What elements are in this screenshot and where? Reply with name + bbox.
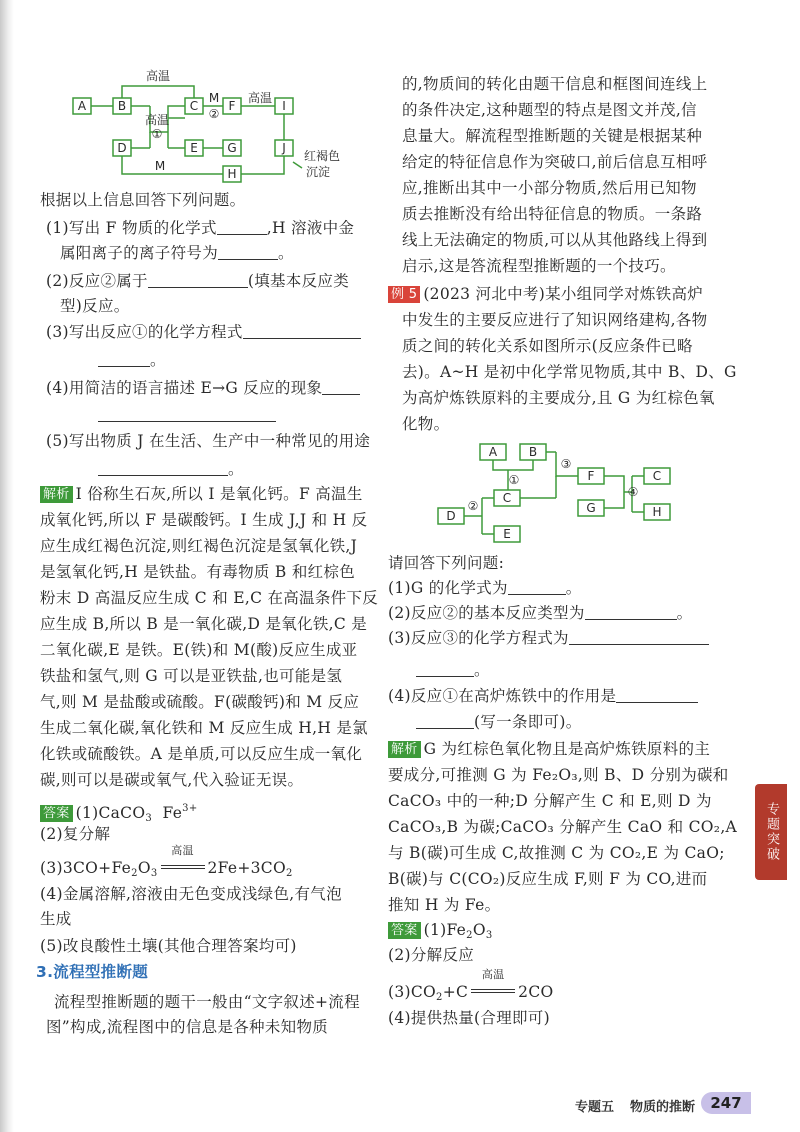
question-3: [388, 628, 709, 648]
node-f: F: [228, 99, 236, 113]
analysis-line-0: [40, 484, 363, 504]
answer-blank[interactable]: [585, 604, 677, 620]
example-5-line-5: 化物。: [402, 415, 450, 433]
body-line-1: 流程型推断题的题干一般由“文字叙述+流程: [54, 993, 360, 1011]
answer-3-post: 2Fe+3CO: [207, 859, 286, 877]
answer-3-pre: (3)CO: [388, 983, 437, 1001]
answer-line-1: [388, 920, 493, 946]
question-1-text-c: 属阳离子的离子符号为: [60, 244, 219, 262]
answer-line-2: (2)复分解: [40, 825, 111, 843]
body-line: 的条件决定,这种题型的特点是图文并茂,信: [402, 101, 697, 119]
node-d: D: [117, 141, 127, 155]
example-5-line-4: 为高炉炼铁原料的主要成分,且 G 为红棕色氧: [402, 389, 715, 407]
example-5-line-2: 质之间的转化关系如图所示(反应条件已略: [402, 337, 693, 355]
question-2-cont: 型)反应。: [60, 297, 130, 315]
question-5-text-b: 。: [228, 460, 244, 478]
answer-line-3: [388, 968, 554, 1008]
label-circle4: ④: [627, 485, 639, 499]
body-line: 息量大。解流程型推断题的关键是根据某种: [402, 127, 703, 145]
analysis-line-6: 二氧化碳,E 是铁。E(铁)和 M(酸)反应生成亚: [40, 641, 358, 659]
body-line: 线上无法确定的物质,可以从其他路线上得到: [402, 231, 708, 249]
example-5-line-0: [388, 284, 703, 304]
equals-sign: [161, 844, 205, 878]
condition-label: 高温: [171, 844, 194, 857]
question-4: [388, 686, 698, 706]
analysis-line-1: 成氧化钙,所以 F 是碳酸钙。I 生成 J,J 和 H 反: [40, 511, 368, 529]
question-1-text-b: ,H 溶液中金: [266, 219, 355, 237]
label-circle1: ①: [508, 473, 520, 487]
footer-chapter: 专题五: [575, 1100, 615, 1115]
flow-diagram-1: [40, 62, 380, 192]
analysis-line-9: 生成二氧化碳,氧化铁和 M 反应生成 H,H 是氯: [40, 719, 368, 737]
section-title: 3.流程型推断题: [36, 963, 149, 981]
condition-label: 高温: [481, 968, 505, 981]
analysis-text: I 俗称生石灰,所以 I 是氧化钙。F 高温生: [75, 485, 363, 503]
analysis-line-5: B(碳)与 C(CO₂)反应生成 F,则 F 为 CO,进而: [388, 870, 708, 888]
answer-blank[interactable]: [217, 219, 267, 235]
answer-3-o: O: [137, 859, 151, 877]
footer-title: 物质的推断: [630, 1100, 696, 1115]
question-4-text-b: (写一条即可)。: [474, 713, 582, 731]
node-h: H: [227, 167, 237, 181]
answer-blank[interactable]: [616, 687, 698, 703]
question-1-text: (1)写出 F 物质的化学式: [46, 219, 217, 237]
node-c: C: [189, 99, 199, 113]
answer-line-4b: 生成: [40, 910, 72, 928]
label-circle2: ②: [467, 499, 479, 513]
label-circle1: ①: [151, 127, 163, 141]
answer-line-4: (4)金属溶解,溶液由无色变成浅绿色,有气泡: [40, 885, 342, 903]
question-4-cont: [416, 712, 582, 732]
node-e: E: [503, 527, 511, 541]
label-hongheise: 红褐色: [303, 149, 341, 163]
subscript: 3: [485, 930, 493, 941]
example-5-line-1: 中发生的主要反应进行了知识网络建构,各物: [402, 311, 708, 329]
question-1: [388, 578, 582, 598]
analysis-line-2: 应生成红褐色沉淀,则红褐色沉淀是氢氧化铁,J: [40, 537, 358, 555]
subscript: 3: [150, 868, 158, 879]
label-m-dh: M: [154, 159, 166, 173]
question-3-text-b: 。: [474, 661, 490, 679]
question-3-text: (3)反应③的化学方程式为: [388, 629, 569, 647]
question-4-text: (4)反应①在高炉炼铁中的作用是: [388, 687, 617, 705]
answer-3-pre: (3)3CO+Fe: [40, 859, 132, 877]
analysis-line-4: 与 B(碳)可生成 C,故推测 C 为 CO₂,E 为 CaO;: [388, 844, 725, 862]
page-number: 247: [701, 1092, 751, 1114]
question-2-text: (2)反应②属于: [46, 272, 148, 290]
answer-1-ion: Fe: [162, 804, 183, 822]
answer-blank[interactable]: [416, 713, 474, 729]
analysis-line-3: 是氢氧化钙,H 是铁盐。有毒物质 B 和红棕色: [40, 563, 356, 581]
ask-line: 请回答下列问题:: [388, 554, 505, 572]
node-h: H: [652, 505, 662, 519]
answer-line-2: (2)分解反应: [388, 946, 475, 964]
body-line: 给定的特征信息作为突破口,前后信息互相呼: [402, 153, 708, 171]
answer-blank[interactable]: [148, 272, 248, 288]
answer-1-o: O: [472, 921, 486, 939]
analysis-line-6: 推知 H 为 Fe。: [388, 896, 501, 914]
question-1-cont: [60, 243, 294, 263]
flow-diagram-2: [428, 440, 728, 550]
answer-blank[interactable]: [218, 244, 278, 260]
answer-blank[interactable]: [98, 351, 150, 367]
node-b: B: [117, 99, 127, 113]
question-3: [46, 322, 361, 342]
question-3-cont: [98, 350, 166, 370]
label-circle2: ②: [208, 107, 220, 121]
node-c2: C: [652, 469, 662, 483]
question-2: [388, 603, 692, 623]
label-gaowen-top: 高温: [145, 69, 171, 83]
subscript: 2: [131, 868, 138, 879]
superscript: 3+: [182, 803, 198, 814]
node-b: B: [528, 445, 538, 459]
node-c: C: [502, 491, 512, 505]
question-3-text-b: 。: [150, 351, 166, 369]
question-1-text-d: 。: [278, 244, 294, 262]
answer-line-5: (5)改良酸性土壤(其他合理答案均可): [40, 937, 297, 955]
question-2-text-b: (填基本反应类: [247, 272, 350, 290]
analysis-line-0: [388, 739, 710, 759]
label-gaowen-mid: 高温: [144, 113, 170, 127]
question-1: [46, 218, 354, 238]
question-5: (5)写出物质 J 在生活、生产中一种常见的用途: [46, 432, 371, 450]
node-f: F: [587, 469, 595, 483]
label-m-cf: M: [208, 91, 220, 105]
page-edge: [0, 0, 14, 1132]
node-i: I: [282, 99, 286, 113]
question-2-text-b: 。: [676, 604, 693, 622]
node-g: G: [227, 141, 237, 155]
analysis-tag: 解析: [40, 486, 73, 503]
subscript: 3: [145, 813, 153, 824]
node-e: E: [190, 141, 198, 155]
body-line-2: 图”构成,流程图中的信息是各种未知物质: [46, 1018, 329, 1036]
answer-blank[interactable]: [416, 661, 474, 677]
node-g: G: [586, 501, 596, 515]
question-5-cont: [98, 459, 244, 479]
intro-text: 根据以上信息回答下列问题。: [40, 191, 246, 209]
analysis-line-7: 铁盐和氢气,则 G 可以是亚铁盐,也可能是氢: [40, 667, 343, 685]
subscript: 2: [436, 992, 443, 1003]
answer-3-c: +C: [442, 983, 469, 1001]
answer-line-3: [40, 844, 293, 884]
question-3-text: (3)写出反应①的化学方程式: [46, 323, 243, 341]
node-j: J: [282, 141, 286, 155]
analysis-line-4: 粉末 D 高温反应生成 C 和 E,C 在高温条件下反: [40, 589, 379, 607]
answer-blank[interactable]: [569, 629, 709, 645]
node-a: A: [77, 99, 87, 113]
body-line: 质去推断没有给出特征信息的物质。一条路: [402, 205, 703, 223]
label-chendian: 沉淀: [305, 165, 331, 179]
analysis-line-3: CaCO₃,B 为碳;CaCO₃ 分解产生 CaO 和 CO₂,A: [388, 818, 738, 836]
answer-tag: 答案: [40, 805, 73, 822]
analysis-line-2: CaCO₃ 中的一种;D 分解产生 C 和 E,则 D 为: [388, 792, 712, 810]
answer-line-4: (4)提供热量(合理即可): [388, 1009, 550, 1027]
question-2: [46, 271, 349, 291]
example-5-line-3: 去)。A~H 是初中化学常见物质,其中 B、D、G: [402, 363, 737, 381]
label-gaowen-fi: 高温: [247, 91, 273, 105]
answer-blank[interactable]: [322, 379, 360, 395]
node-a: A: [488, 445, 498, 459]
body-line: 启示,这是答流程型推断题的一个技巧。: [402, 257, 676, 275]
body-line: 的,物质间的转化由题干信息和框图间连线上: [402, 75, 708, 93]
answer-tag: 答案: [388, 922, 421, 939]
example-tag: 例 5: [388, 286, 420, 303]
answer-1: (1)CaCO: [75, 804, 146, 822]
question-4-cont: [98, 405, 276, 425]
example-text: (2023 河北中考)某小组同学对炼铁高炉: [423, 285, 704, 303]
equals-sign: [471, 968, 515, 1002]
answer-blank[interactable]: [508, 579, 566, 595]
answer-blank[interactable]: [98, 406, 276, 422]
analysis-line-5: 应生成 B,所以 B 是一氧化碳,D 是氧化铁,C 是: [40, 615, 368, 633]
analysis-line-11: 碳,则可以是碳或氧气,代入验证无误。: [40, 771, 304, 789]
question-1-text: (1)G 的化学式为: [388, 579, 508, 597]
question-1-text-b: 。: [565, 579, 582, 597]
answer-blank[interactable]: [243, 323, 361, 339]
answer-3-post: 2CO: [518, 983, 554, 1001]
analysis-line-10: 化铁或硫酸铁。A 是单质,可以反应生成一氧化: [40, 745, 363, 763]
question-3-cont: [416, 660, 490, 680]
question-4-text: (4)用简洁的语言描述 E→G 反应的现象: [46, 379, 323, 397]
question-2-text: (2)反应②的基本反应类型为: [388, 604, 585, 622]
question-4: [46, 378, 360, 398]
analysis-line-8: 气,则 M 是盐酸或硫酸。F(碳酸钙)和 M 反应: [40, 693, 360, 711]
answer-blank[interactable]: [98, 460, 228, 476]
subscript: 2: [466, 930, 473, 941]
answer-1: (1)Fe: [423, 921, 467, 939]
body-line: 应,推断出其中一小部分物质,然后用已知物: [402, 179, 697, 197]
node-d: D: [446, 509, 456, 523]
label-circle3: ③: [560, 457, 572, 471]
analysis-tag: 解析: [388, 741, 421, 758]
side-tab[interactable]: 专题突破: [755, 784, 787, 880]
analysis-text: G 为红棕色氧化物且是高炉炼铁原料的主: [423, 740, 711, 758]
subscript: 2: [285, 868, 293, 879]
analysis-line-1: 要成分,可推测 G 为 Fe₂O₃,则 B、D 分别为碳和: [388, 766, 729, 784]
